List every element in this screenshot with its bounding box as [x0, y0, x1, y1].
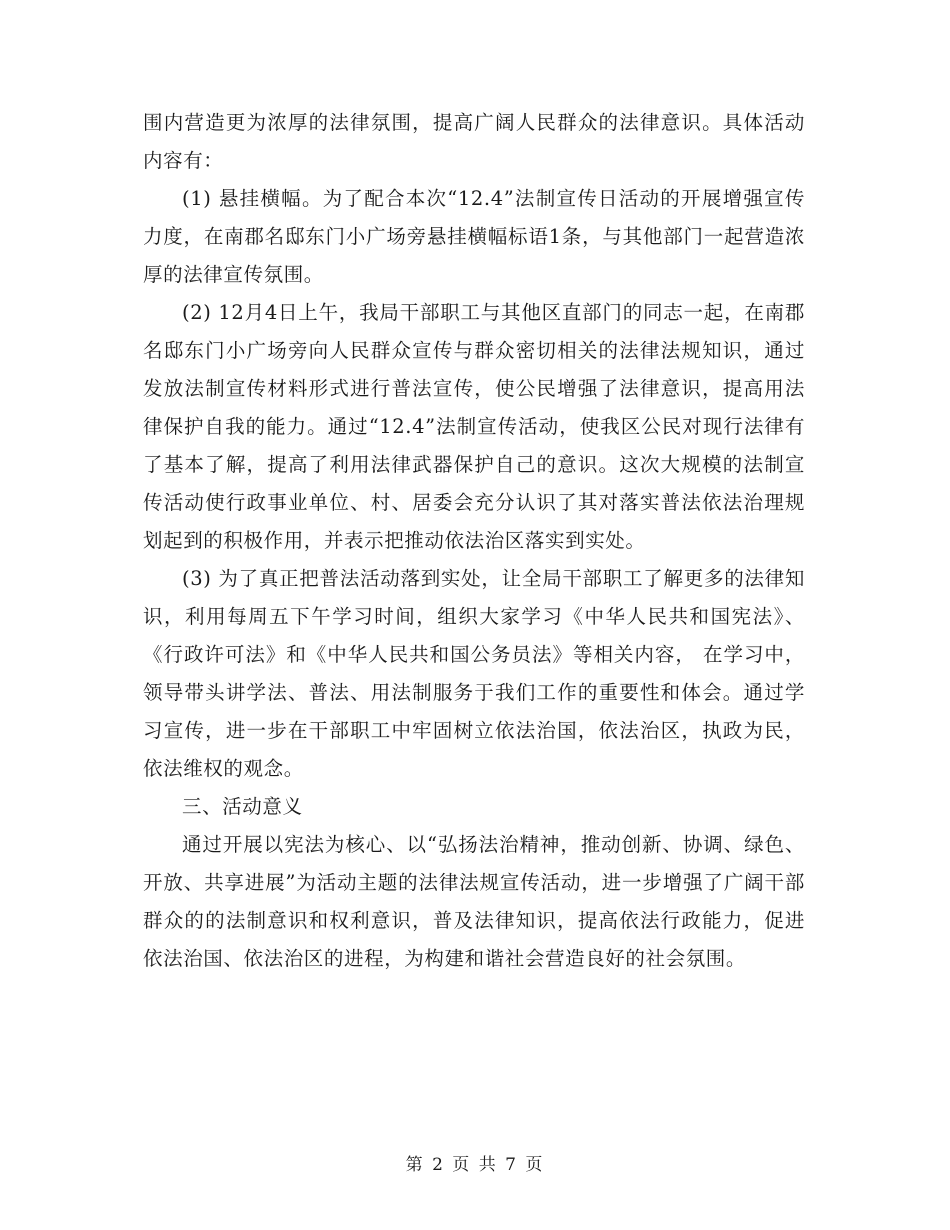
paragraph-activity-significance: 通过开展以宪法为核心、以“弘扬法治精神，推动创新、协调、绿色、开放、共享进展”为活动主题的法律法规宣传活动，进一步增强了广阔干部群众的的法制意识和权利意识，普及法律知识，提高依法行政能力，促进依法治国、依法治区的进程，为构建和谐社会营造良好的社会氛围。 [143, 833, 805, 970]
section-heading-activity-significance: 三、活动意义 [182, 795, 303, 818]
paragraph-item-1: (1) 悬挂横幅。为了配合本次“12.4”法制宣传日活动的开展增强宣传力度，在南郡名邸东门小广场旁悬挂横幅标语1条，与其他部门一起营造浓厚的法律宣传氛围。 [143, 187, 805, 286]
document-body [143, 104, 805, 978]
paragraph-item-3: (3) 为了真正把普法活动落到实处，让全局干部职工了解更多的法律知识，利用每周五下午学习时间，组织大家学习《中华人民共和国宪法》、《行政许可法》和《中华人民共和国公务员法》等相关内容， 在学习中，领导带头讲学法、普法、用法制服务于我们工作的重要性和体会。通过学习宣传，进一步在干部职工中牢固树立依法治国，依法治区，执政为民，依法维权的观念。 [143, 567, 805, 780]
paragraph-intro-continuation: 围内营造更为浓厚的法律氛围，提高广阔人民群众的法律意识。具体活动内容有： [143, 111, 805, 172]
page-number-footer: 第 2 页 共 7 页 [405, 1155, 545, 1175]
paragraph-item-2: (2) 12月4日上午，我局干部职工与其他区直部门的同志一起，在南郡名邸东门小广场旁向人民群众宣传与群众密切相关的法律法规知识，通过发放法制宣传材料形式进行普法宣传，使公民增强了法律意识，提高用法律保护自我的能力。通过“12.4”法制宣传活动，使我区公民对现行法律有了基本了解，提高了利用法律武器保护自己的意识。这次大规模的法制宣传活动使行政事业单位、村、居委会充分认识了其对落实普法依法治理规划起到的积极作用，并表示把推动依法治区落实到实处。 [143, 301, 805, 552]
